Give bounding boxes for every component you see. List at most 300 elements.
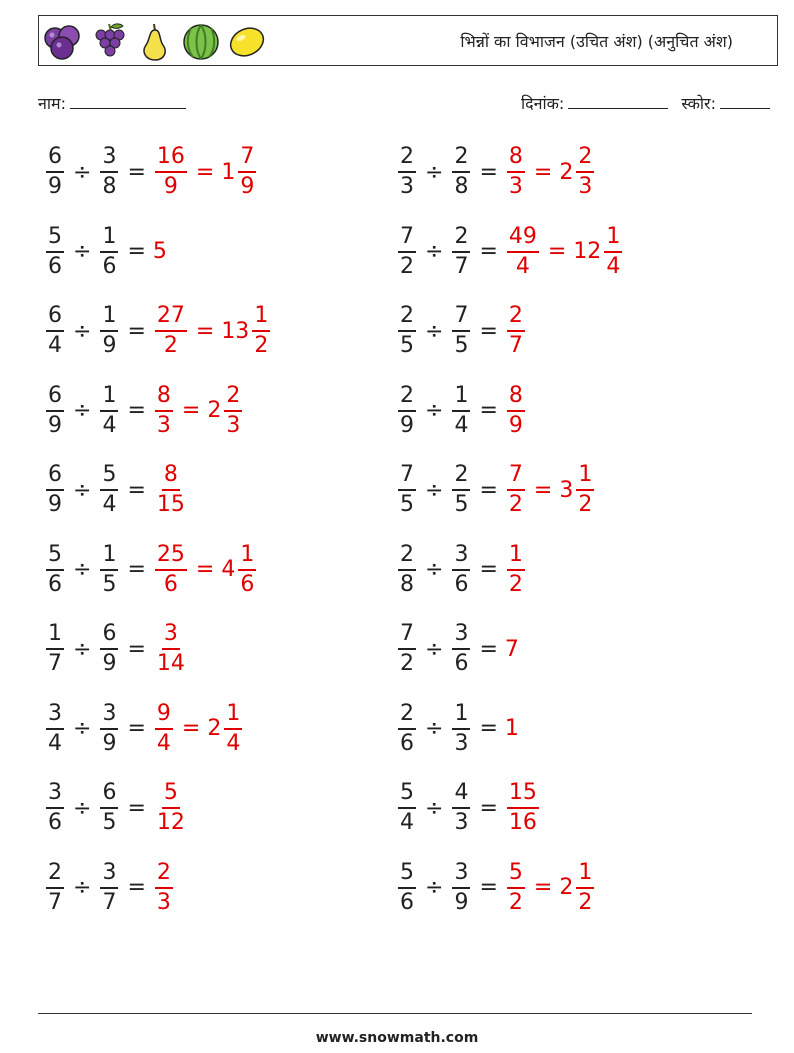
problem-right-5	[396, 458, 596, 522]
denominator: 9	[102, 333, 117, 358]
mixed-whole: 2	[207, 398, 222, 423]
denominator: 7	[48, 651, 62, 676]
denominator: 6	[400, 889, 414, 915]
divisor-fraction	[452, 781, 470, 835]
mixed-fraction	[576, 463, 594, 517]
mixed-whole: 12	[573, 239, 602, 264]
equals-sign: =	[479, 636, 498, 662]
problem-right-2	[396, 220, 624, 284]
divide-sign: ÷	[425, 875, 444, 900]
denominator: 6	[240, 571, 255, 597]
denominator: 4	[454, 412, 469, 438]
answer-equals-sign: =	[181, 398, 201, 423]
answer	[505, 716, 520, 741]
problem-left-2	[44, 220, 168, 284]
numerator: 4	[452, 781, 470, 809]
divisor-fraction	[100, 145, 118, 199]
denominator: 5	[400, 492, 414, 517]
problem-left-6	[44, 538, 258, 602]
divide-sign: ÷	[425, 716, 444, 741]
numerator: 3	[100, 861, 118, 889]
divisor-fraction	[100, 543, 118, 597]
numerator: 1	[46, 622, 64, 650]
denominator: 6	[102, 253, 117, 279]
numerator: 6	[100, 622, 118, 650]
numerator: 27	[155, 304, 187, 332]
divisor-fraction	[100, 225, 118, 279]
problem-right-10	[396, 856, 596, 920]
answer	[505, 543, 527, 597]
denominator: 2	[578, 889, 593, 915]
divide-sign: ÷	[425, 239, 444, 264]
name-field	[38, 92, 186, 114]
problem-right-8	[396, 697, 520, 761]
answer-equals-sign: =	[195, 557, 215, 582]
denominator: 2	[508, 492, 523, 517]
mixed-fraction	[224, 702, 242, 756]
numerator: 5	[398, 781, 416, 809]
dividend-fraction	[46, 463, 64, 517]
equals-sign: =	[479, 795, 498, 821]
equals-sign: =	[479, 239, 498, 264]
divide-sign: ÷	[425, 477, 444, 503]
numerator: 5	[100, 463, 118, 491]
numerator: 2	[398, 384, 416, 412]
equals-sign: =	[127, 239, 146, 264]
denominator: 5	[400, 333, 414, 358]
denominator: 9	[400, 412, 414, 438]
denominator: 2	[400, 253, 414, 279]
answer-whole: 5	[152, 239, 167, 264]
dividend-fraction	[46, 861, 64, 915]
equals-sign: =	[127, 716, 146, 741]
mixed-whole: 3	[559, 477, 574, 503]
equals-sign: =	[127, 557, 146, 582]
answer-fraction	[155, 543, 187, 597]
numerator: 2	[46, 861, 64, 889]
denominator: 9	[102, 730, 117, 756]
mixed-whole: 2	[559, 875, 574, 900]
numerator: 3	[452, 861, 470, 889]
answer	[505, 463, 596, 517]
denominator: 4	[48, 333, 62, 358]
name-blank[interactable]	[70, 94, 186, 109]
denominator: 2	[400, 651, 414, 676]
dividend-fraction	[398, 225, 416, 279]
watermelon-icon	[181, 20, 221, 62]
answer-fraction	[155, 145, 187, 199]
answer-fraction	[507, 384, 525, 438]
equals-sign: =	[127, 477, 146, 503]
answer-whole: 1	[504, 716, 519, 741]
answer-fraction	[155, 622, 187, 676]
divisor-fraction	[452, 304, 470, 358]
denominator: 9	[508, 412, 523, 438]
answer-whole: 7	[504, 636, 519, 662]
worksheet-header	[38, 15, 778, 66]
dividend-fraction	[46, 781, 64, 835]
mixed-fraction	[238, 145, 256, 199]
mixed-whole: 2	[207, 716, 222, 741]
score-blank[interactable]	[720, 94, 770, 109]
denominator: 3	[226, 412, 241, 438]
answer-fraction	[507, 781, 539, 835]
problem-left-9	[44, 776, 189, 840]
answer-fraction	[507, 304, 525, 358]
equals-sign: =	[127, 875, 146, 900]
numerator: 6	[46, 304, 64, 332]
mixed-whole: 13	[221, 318, 250, 344]
dividend-fraction	[46, 145, 64, 199]
denominator: 12	[156, 810, 185, 835]
divide-sign: ÷	[73, 477, 92, 503]
denominator: 9	[48, 492, 62, 517]
divide-sign: ÷	[425, 159, 444, 185]
denominator: 3	[578, 174, 593, 199]
divisor-fraction	[100, 861, 118, 915]
dividend-fraction	[398, 781, 416, 835]
denominator: 3	[156, 889, 171, 915]
numerator: 2	[398, 145, 416, 173]
equals-sign: =	[127, 159, 146, 185]
dividend-fraction	[46, 702, 64, 756]
answer-fraction	[507, 543, 525, 597]
dividend-fraction	[398, 861, 416, 915]
numerator: 3	[100, 702, 118, 730]
mixed-fraction	[252, 304, 270, 358]
divide-sign: ÷	[73, 398, 92, 423]
divisor-fraction	[100, 384, 118, 438]
dividend-fraction	[398, 702, 416, 756]
denominator: 4	[400, 810, 414, 835]
numerator: 8	[507, 145, 525, 173]
numerator: 6	[46, 463, 64, 491]
dividend-fraction	[46, 304, 64, 358]
numerator: 3	[100, 145, 118, 173]
dividend-fraction	[398, 622, 416, 676]
numerator: 2	[452, 145, 470, 173]
mixed-fraction	[224, 384, 242, 438]
denominator: 6	[163, 571, 178, 597]
problem-left-1	[44, 140, 258, 204]
denominator: 2	[254, 333, 269, 358]
denominator: 6	[48, 571, 62, 597]
denominator: 14	[156, 651, 185, 676]
numerator: 5	[162, 781, 180, 809]
dividend-fraction	[398, 463, 416, 517]
denominator: 9	[454, 889, 469, 915]
divide-sign: ÷	[73, 239, 92, 264]
answer-equals-sign: =	[195, 159, 215, 185]
problem-right-4	[396, 379, 527, 443]
divide-sign: ÷	[425, 318, 444, 344]
problem-right-1	[396, 140, 596, 204]
denominator: 7	[508, 333, 523, 358]
problem-right-3	[396, 299, 527, 363]
numerator: 5	[46, 225, 64, 253]
answer	[505, 304, 527, 358]
dividend-fraction	[46, 543, 64, 597]
mixed-fraction	[604, 225, 622, 279]
footer-website: www.snowmath.com	[315, 1030, 479, 1046]
denominator: 2	[163, 333, 178, 358]
divisor-fraction	[452, 384, 470, 438]
answer-fraction	[155, 463, 187, 517]
denominator: 6	[454, 571, 469, 597]
divide-sign: ÷	[73, 716, 92, 741]
answer	[153, 239, 168, 264]
denominator: 5	[454, 492, 469, 517]
divisor-fraction	[452, 861, 470, 915]
answer-equals-sign: =	[181, 716, 201, 741]
numerator: 1	[452, 702, 470, 730]
equals-sign: =	[479, 318, 498, 344]
answer-equals-sign: =	[547, 239, 567, 264]
denominator: 3	[508, 174, 523, 199]
divisor-fraction	[100, 622, 118, 676]
problem-right-9	[396, 776, 541, 840]
denominator: 6	[48, 810, 62, 835]
denominator: 9	[102, 651, 117, 676]
date-blank[interactable]	[568, 94, 668, 109]
dividend-fraction	[398, 304, 416, 358]
answer-fraction	[507, 145, 525, 199]
numerator: 7	[398, 463, 416, 491]
denominator: 4	[226, 730, 241, 756]
numerator: 2	[507, 304, 525, 332]
numerator: 3	[452, 622, 470, 650]
denominator: 9	[163, 174, 178, 199]
dividend-fraction	[398, 145, 416, 199]
numerator: 2	[398, 702, 416, 730]
denominator: 4	[48, 730, 62, 756]
answer	[153, 781, 189, 835]
fruit-icon-strip	[43, 20, 267, 62]
lemon-icon	[227, 20, 267, 62]
denominator: 9	[240, 174, 255, 199]
denominator: 4	[515, 253, 530, 279]
numerator: 2	[576, 145, 594, 173]
numerator: 1	[576, 463, 594, 491]
numerator: 5	[398, 861, 416, 889]
answer	[153, 622, 189, 676]
problem-left-4	[44, 379, 244, 443]
divide-sign: ÷	[73, 159, 92, 185]
answer	[505, 781, 541, 835]
divide-sign: ÷	[73, 636, 92, 662]
denominator: 8	[400, 571, 414, 597]
answer	[505, 145, 596, 199]
numerator: 1	[507, 543, 525, 571]
denominator: 7	[48, 889, 62, 915]
numerator: 3	[46, 702, 64, 730]
denominator: 5	[102, 810, 117, 835]
equals-sign: =	[127, 318, 146, 344]
grapes-icon	[89, 20, 129, 62]
numerator: 3	[46, 781, 64, 809]
divisor-fraction	[100, 702, 118, 756]
numerator: 1	[238, 543, 256, 571]
numerator: 2	[224, 384, 242, 412]
numerator: 1	[100, 225, 118, 253]
denominator: 6	[454, 651, 469, 676]
answer	[153, 384, 244, 438]
answer-fraction	[155, 781, 187, 835]
answer-equals-sign: =	[533, 159, 553, 185]
equals-sign: =	[479, 159, 498, 185]
divisor-fraction	[452, 543, 470, 597]
answer	[153, 304, 272, 358]
equals-sign: =	[479, 398, 498, 423]
numerator: 6	[46, 384, 64, 412]
problem-right-7	[396, 617, 520, 681]
answer	[153, 145, 258, 199]
numerator: 8	[162, 463, 180, 491]
numerator: 15	[507, 781, 539, 809]
denominator: 6	[400, 730, 414, 756]
numerator: 2	[398, 304, 416, 332]
divisor-fraction	[100, 781, 118, 835]
equals-sign: =	[127, 636, 146, 662]
numerator: 7	[452, 304, 470, 332]
numerator: 5	[507, 861, 525, 889]
numerator: 1	[224, 702, 242, 730]
divide-sign: ÷	[425, 398, 444, 423]
answer-equals-sign: =	[195, 318, 215, 344]
numerator: 7	[238, 145, 256, 173]
divisor-fraction	[452, 702, 470, 756]
answer-fraction	[507, 861, 525, 915]
denominator: 4	[156, 730, 171, 756]
numerator: 1	[604, 225, 622, 253]
numerator: 3	[452, 543, 470, 571]
divide-sign: ÷	[73, 318, 92, 344]
answer-fraction	[155, 384, 173, 438]
numerator: 1	[100, 304, 118, 332]
problem-left-3	[44, 299, 272, 363]
mixed-fraction	[576, 861, 594, 915]
divisor-fraction	[452, 225, 470, 279]
date-label: दिनांक:	[520, 94, 565, 113]
numerator: 49	[507, 225, 539, 253]
answer-fraction	[155, 702, 173, 756]
divisor-fraction	[100, 463, 118, 517]
problem-left-5	[44, 458, 189, 522]
numerator: 2	[452, 225, 470, 253]
numerator: 16	[155, 145, 187, 173]
plums-icon	[43, 20, 83, 62]
numerator: 8	[155, 384, 173, 412]
mixed-fraction	[238, 543, 256, 597]
numerator: 1	[452, 384, 470, 412]
equals-sign: =	[127, 398, 146, 423]
divide-sign: ÷	[425, 636, 444, 662]
answer	[153, 463, 189, 517]
numerator: 6	[46, 145, 64, 173]
numerator: 2	[398, 543, 416, 571]
answer-fraction	[155, 304, 187, 358]
denominator: 7	[454, 253, 469, 279]
numerator: 25	[155, 543, 187, 571]
denominator: 9	[48, 412, 62, 438]
numerator: 9	[155, 702, 173, 730]
divisor-fraction	[100, 304, 118, 358]
divide-sign: ÷	[425, 795, 444, 821]
numerator: 7	[398, 225, 416, 253]
denominator: 6	[48, 253, 62, 279]
denominator: 15	[156, 492, 185, 517]
numerator: 1	[100, 384, 118, 412]
dividend-fraction	[398, 384, 416, 438]
equals-sign: =	[479, 875, 498, 900]
answer-equals-sign: =	[533, 875, 553, 900]
date-score-field	[521, 92, 770, 114]
mixed-fraction	[576, 145, 594, 199]
numerator: 7	[398, 622, 416, 650]
denominator: 8	[454, 174, 469, 199]
equals-sign: =	[127, 795, 146, 821]
footer-divider	[38, 1013, 752, 1014]
denominator: 5	[102, 571, 117, 597]
dividend-fraction	[46, 225, 64, 279]
pear-icon	[135, 20, 175, 62]
problem-left-10	[44, 856, 175, 920]
denominator: 2	[508, 889, 523, 915]
mixed-whole: 4	[221, 557, 236, 582]
numerator: 2	[452, 463, 470, 491]
numerator: 2	[155, 861, 173, 889]
score-label: स्कोर:	[681, 94, 716, 113]
answer	[505, 384, 527, 438]
answer	[505, 861, 596, 915]
divisor-fraction	[452, 622, 470, 676]
numerator: 1	[100, 543, 118, 571]
numerator: 1	[252, 304, 270, 332]
divide-sign: ÷	[73, 795, 92, 821]
denominator: 4	[606, 253, 621, 279]
divisor-fraction	[452, 463, 470, 517]
divide-sign: ÷	[425, 557, 444, 582]
dividend-fraction	[46, 384, 64, 438]
answer	[505, 637, 520, 662]
denominator: 3	[400, 174, 414, 199]
denominator: 3	[156, 412, 171, 438]
problem-left-8	[44, 697, 244, 761]
denominator: 16	[508, 810, 537, 835]
answer-fraction	[155, 861, 173, 915]
equals-sign: =	[479, 557, 498, 582]
denominator: 3	[454, 810, 469, 835]
mixed-whole: 2	[559, 159, 574, 185]
divide-sign: ÷	[73, 557, 92, 582]
denominator: 2	[508, 571, 523, 597]
numerator: 1	[576, 861, 594, 889]
worksheet-title: भिन्नों का विभाजन (उचित अंश) (अनुचित अंश)	[460, 32, 733, 51]
numerator: 8	[507, 384, 525, 412]
denominator: 3	[454, 730, 469, 756]
denominator: 8	[102, 174, 117, 199]
divide-sign: ÷	[73, 875, 92, 900]
problem-left-7	[44, 617, 189, 681]
answer-fraction	[507, 225, 539, 279]
answer-equals-sign: =	[533, 477, 553, 503]
dividend-fraction	[46, 622, 64, 676]
answer	[153, 543, 258, 597]
denominator: 5	[454, 333, 469, 358]
denominator: 4	[102, 492, 117, 517]
answer-fraction	[507, 463, 525, 517]
divisor-fraction	[452, 145, 470, 199]
